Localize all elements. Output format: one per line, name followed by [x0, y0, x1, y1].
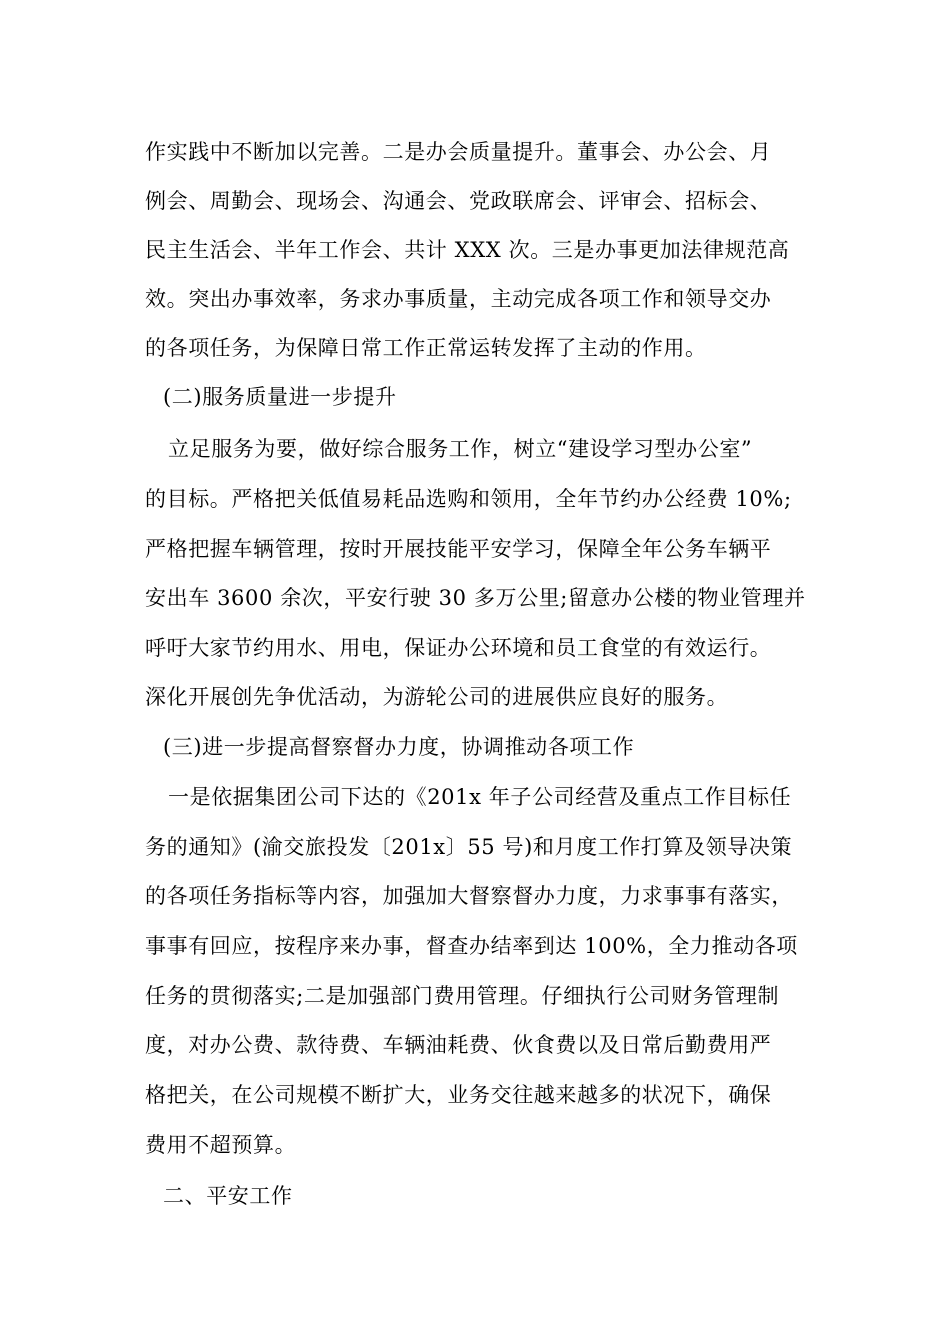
body-text-line: 效。突出办事效率，务求办事质量，主动完成各项工作和领导交办	[145, 287, 772, 311]
body-text-line: 任务的贯彻落实;二是加强部门费用管理。仔细执行公司财务管理制	[145, 984, 780, 1008]
section-heading: 二、平安工作	[163, 1184, 293, 1208]
body-text-line: 务的通知》(渝交旅投发〔201x〕55 号)和月度工作打算及领导决策	[145, 835, 793, 859]
body-text-line: 安出车 3600 余次，平安行驶 30 多万公里;留意办公楼的物业管理并	[145, 586, 806, 610]
body-text-line: 费用不超预算。	[145, 1133, 297, 1157]
body-text-line: 度，对办公费、款待费、车辆油耗费、伙食费以及日常后勤费用严	[145, 1033, 772, 1057]
body-text-line: 例会、周勤会、现场会、沟通会、党政联席会、评审会、招标会、	[145, 189, 772, 213]
body-text-line: 事事有回应，按程序来办事，督查办结率到达 100%，全力推动各项	[145, 934, 798, 958]
body-text-line: 严格把握车辆管理，按时开展技能平安学习，保障全年公务车辆平	[145, 537, 772, 561]
paragraph-first-line: 一是依据集团公司下达的《201x 年子公司经营及重点工作目标任	[168, 785, 792, 809]
body-text-line: 的各项任务，为保障日常工作正常运转发挥了主动的作用。	[145, 336, 707, 360]
section-heading: (三)进一步提高督察督办力度，协调推动各项工作	[163, 735, 635, 759]
body-text-line: 的各项任务指标等内容，加强加大督察督办力度，力求事事有落实，	[145, 884, 793, 908]
body-text-line: 作实践中不断加以完善。二是办会质量提升。董事会、办公会、月	[145, 140, 772, 164]
body-text-line: 格把关，在公司规模不断扩大，业务交往越来越多的状况下，确保	[145, 1083, 772, 1107]
body-text-line: 深化开展创先争优活动，为游轮公司的进展供应良好的服务。	[145, 685, 729, 709]
body-text-line: 民主生活会、半年工作会、共计 XXX 次。三是办事更加法律规范高	[145, 238, 790, 262]
body-text-line: 呼吁大家节约用水、用电，保证办公环境和员工食堂的有效运行。	[145, 636, 772, 660]
section-heading: (二)服务质量进一步提升	[163, 385, 397, 409]
paragraph-first-line: 立足服务为要，做好综合服务工作，树立“建设学习型办公室”	[168, 437, 753, 461]
body-text-line: 的目标。严格把关低值易耗品选购和领用，全年节约办公经费 10%;	[145, 487, 792, 511]
